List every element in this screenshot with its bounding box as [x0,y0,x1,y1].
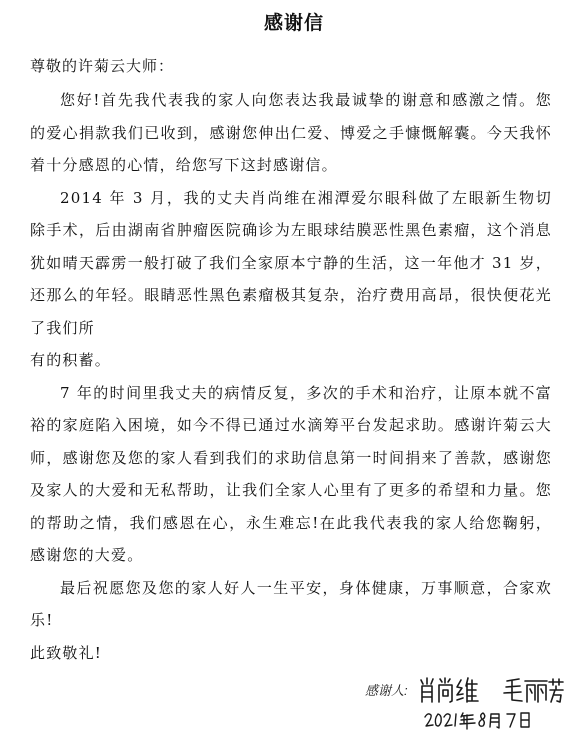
signer-label: 感谢人: [365,683,408,698]
paragraph-greeting: 您好!首先我代表我的家人向您表达我最诚挚的谢意和感激之情。您的爱心捐款我们已收到，感谢您伸出仁爱、博爱之手慷慨解囊。今天我怀着十分感恩的心情，给您写下这封感谢信。 [30,91,552,174]
handwritten-date [423,709,543,731]
paragraph-wishes: 最后祝愿您及您的家人好人一生平安，身体健康，万事顺意，合家欢乐! [30,578,552,629]
paragraph-thanks: 7 年的时间里我丈夫的病情反复，多次的手术和治疗，让原本就不富裕的家庭陷入困境，如今不得已通过水滴筹平台发起求助。感谢许菊云大师，感谢您及您的家人看到我们的求助信息第一时间捐来了善款，感谢您及家人的大爱和无私帮助，让我们全家人心里有了更多的希望和力量。您的帮助之情，我们感恩在心，永生难忘!在此我代表我的家人给您鞠躬，感谢您的大爱。 [30,383,552,564]
paragraph-closing: 此致敬礼! [30,643,103,662]
letter-salutation: 尊敬的许菊云大师： [30,57,175,75]
signer-block [365,672,565,706]
letter-title: 感谢信 [263,12,324,34]
handwritten-signature [415,672,565,706]
letter-body [30,84,552,669]
paragraph-illness: 2014 年 3 月，我的丈夫肖尚维在湘潭爱尔眼科做了左眼新生物切除手术，后由湖南省肿瘤医院确诊为左眼球结膜恶性黑色素瘤，这个消息犹如晴天霹雳一般打破了我们全家原本宁静的生活，这一年他才 31 岁，还那么的年轻。眼睛恶性黑色素瘤极其复杂，治疗费用高昂，很快便花光了我们所 [30,188,552,337]
paragraph-illness-continued: 有的积蓄。 [30,351,112,369]
